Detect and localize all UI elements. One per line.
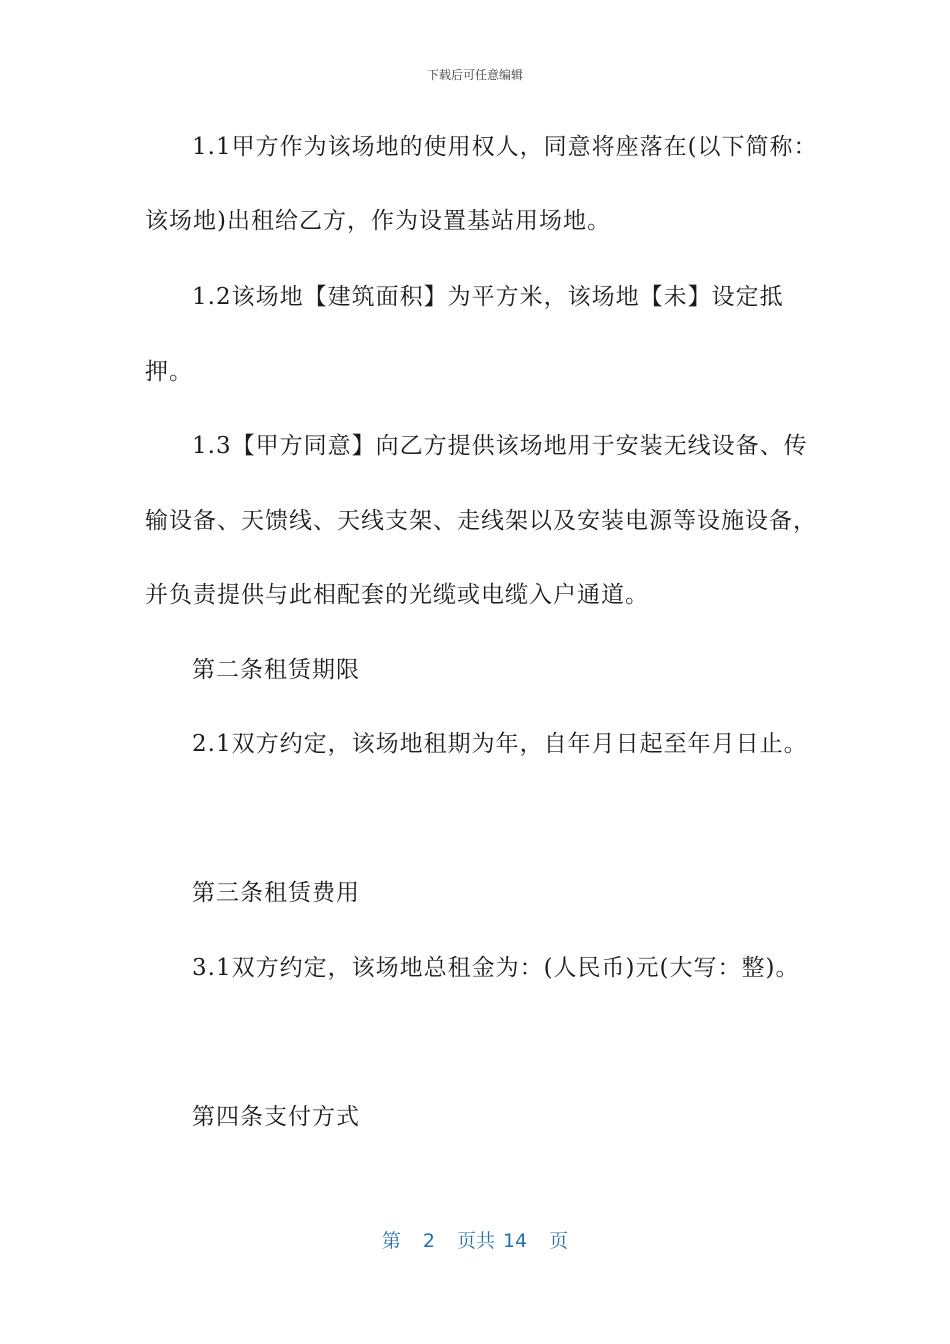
article-2-heading: 第二条租赁期限 <box>192 657 360 683</box>
page-footer <box>0 1226 950 1253</box>
footer-page-total: 14 <box>502 1230 528 1252</box>
clause-1-1-line-2: 该场地)出租给乙方，作为设置基站用场地。 <box>145 208 611 234</box>
page-header: 下载后可任意编辑 <box>426 68 523 82</box>
footer-page-middle: 页共 <box>456 1230 495 1252</box>
article-4-heading: 第四条支付方式 <box>192 1104 360 1130</box>
clause-1-3-line-2: 输设备、天馈线、天线支架、走线架以及安装电源等设施设备， <box>145 508 817 534</box>
clause-1-2-line-1: 1.2该场地【建筑面积】为平方米，该场地【未】设定抵 <box>192 284 784 310</box>
clause-2-1: 2.1双方约定，该场地租期为年，自年月日起至年月日止。 <box>192 731 808 757</box>
footer-page-suffix: 页 <box>549 1230 569 1252</box>
clause-1-3-line-3: 并负责提供与此相配套的光缆或电缆入户通道。 <box>145 582 649 608</box>
footer-page-prefix: 第 <box>381 1230 401 1252</box>
article-3-heading: 第三条租赁费用 <box>192 880 360 906</box>
clause-3-1: 3.1双方约定，该场地总租金为：(人民币)元(大写：整)。 <box>192 955 800 981</box>
clause-1-1-line-1: 1.1甲方作为该场地的使用权人，同意将座落在(以下简称： <box>192 134 818 160</box>
clause-1-3-line-1: 1.3【甲方同意】向乙方提供该场地用于安装无线设备、传 <box>192 433 808 459</box>
clause-1-2-line-2: 押。 <box>145 359 193 385</box>
footer-page-number: 2 <box>422 1230 435 1252</box>
